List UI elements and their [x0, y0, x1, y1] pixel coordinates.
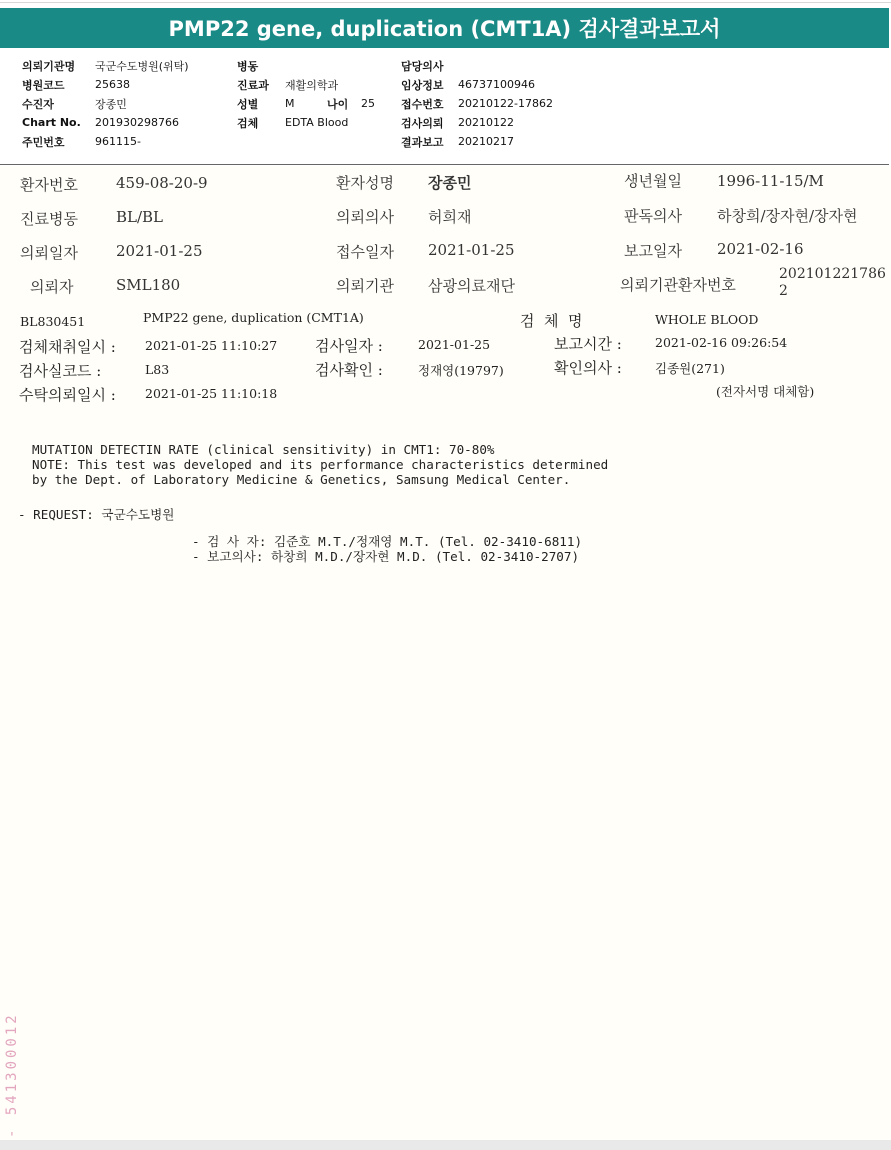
header-label: Chart No. [22, 116, 81, 129]
header-label: 주민번호 [22, 135, 65, 149]
test-value: 2021-02-16 09:26:54 [655, 335, 788, 350]
test-value: 2021-01-25 11:10:27 [145, 338, 278, 353]
header-value: 재활의학과 [285, 78, 339, 92]
test-label: 보고시간 : [554, 335, 622, 353]
header-label: 임상정보 [401, 78, 444, 92]
patient-name: 장종민 [428, 174, 472, 192]
header-label: 담당의사 [401, 59, 444, 73]
patient-label: 생년월일 [624, 172, 682, 190]
patient-label: 의뢰기관 [336, 277, 394, 295]
esign-note: (전자서명 대체함) [716, 384, 815, 399]
patient-value: 하창희/장자현/장자현 [717, 207, 858, 225]
header-column-2 [237, 56, 375, 132]
header-value: 961115- [95, 135, 141, 148]
header-value: 20210122-17862 [458, 97, 553, 110]
header-value: EDTA Blood [285, 116, 349, 129]
header-value: 국군수도병원(위탁) [95, 59, 189, 73]
report-title: PMP22 gene, duplication (CMT1A) 검사결과보고서 [168, 17, 721, 41]
report-header [0, 52, 889, 165]
staff-line: - 검 사 자: 김준호 M.T./정재영 M.T. (Tel. 02-3410-6811) [192, 534, 583, 549]
patient-label: 환자번호 [20, 176, 78, 194]
header-value: 20210122 [458, 116, 514, 129]
header-value: 20210217 [458, 135, 514, 148]
test-value: 김종원(271) [655, 361, 725, 376]
test-value: 2021-01-25 11:10:18 [145, 386, 278, 401]
test-value: 정재영(19797) [418, 363, 504, 378]
patient-value: 1996-11-15/M [717, 172, 824, 190]
side-document-code: - 541300012 [4, 1012, 20, 1138]
patient-value: 2 [779, 283, 788, 299]
test-label: 검사확인 : [315, 361, 383, 379]
header-value: M [285, 97, 295, 110]
scanned-report-sheet [0, 166, 891, 1140]
specimen-value: WHOLE BLOOD [655, 312, 759, 327]
header-value: 25638 [95, 78, 130, 91]
note-line: NOTE: This test was developed and its performance characteristics determined [32, 457, 609, 472]
test-label: 확인의사 : [554, 359, 622, 377]
bottom-border [0, 1140, 891, 1150]
patient-label: 진료병동 [20, 210, 78, 228]
patient-value: 459-08-20-9 [116, 174, 208, 192]
header-label: 병동 [237, 59, 259, 73]
patient-value: BL/BL [116, 208, 164, 226]
header-value: 201930298766 [95, 116, 179, 129]
header-label: 진료과 [237, 78, 269, 92]
patient-value: 2021-02-16 [717, 240, 804, 258]
patient-value: 202101221786 [779, 266, 886, 282]
patient-label: 의뢰일자 [20, 244, 78, 262]
patient-label: 의뢰자 [30, 278, 74, 296]
patient-value: SML180 [116, 276, 181, 294]
patient-value: 2021-01-25 [116, 242, 203, 260]
test-value: L83 [145, 362, 170, 377]
header-column-3 [401, 56, 553, 151]
test-label: 수탁의뢰일시 : [19, 386, 116, 404]
age-value: 25 [361, 97, 375, 110]
staff-line: - 보고의사: 하창희 M.D./장자현 M.D. (Tel. 02-3410-2707) [192, 549, 580, 564]
header-label: 결과보고 [401, 135, 444, 149]
patient-value: 2021-01-25 [428, 241, 515, 259]
test-label: 검사일자 : [315, 337, 383, 355]
report-title-bar [0, 8, 889, 48]
patient-label: 판독의사 [624, 207, 682, 225]
test-label: 검체채취일시 : [19, 338, 116, 356]
header-label: 의뢰기관명 [22, 59, 76, 73]
patient-label: 의뢰기관환자번호 [620, 276, 736, 294]
patient-label: 환자성명 [336, 174, 394, 192]
header-value: 장종민 [95, 97, 127, 111]
patient-label: 접수일자 [336, 243, 394, 261]
header-column-1 [22, 56, 189, 151]
note-line: by the Dept. of Laboratory Medicine & Genetics, Samsung Medical Center. [32, 472, 571, 487]
header-value: 46737100946 [458, 78, 535, 91]
top-border [0, 2, 891, 3]
header-label: 수진자 [22, 97, 54, 111]
header-label: 접수번호 [401, 97, 444, 111]
specimen-label: 검 체 명 [520, 312, 583, 330]
test-value: 2021-01-25 [418, 337, 491, 352]
test-code: BL830451 [20, 314, 86, 329]
header-label: 병원코드 [22, 78, 65, 92]
header-label: 검사의뢰 [401, 116, 444, 130]
test-name: PMP22 gene, duplication (CMT1A) [143, 310, 364, 325]
patient-value: 삼광의료재단 [428, 277, 515, 295]
header-label: 성별 [237, 97, 259, 111]
age-label: 나이 [327, 97, 349, 111]
header-label: 검체 [237, 116, 259, 130]
request-line: - REQUEST: 국군수도병원 [18, 507, 175, 522]
patient-label: 의뢰의사 [336, 208, 394, 226]
test-label: 검사실코드 : [19, 362, 102, 380]
patient-label: 보고일자 [624, 242, 682, 260]
patient-value: 허희재 [428, 208, 472, 226]
note-line: MUTATION DETECTIN RATE (clinical sensitivity) in CMT1: 70-80% [32, 442, 495, 457]
